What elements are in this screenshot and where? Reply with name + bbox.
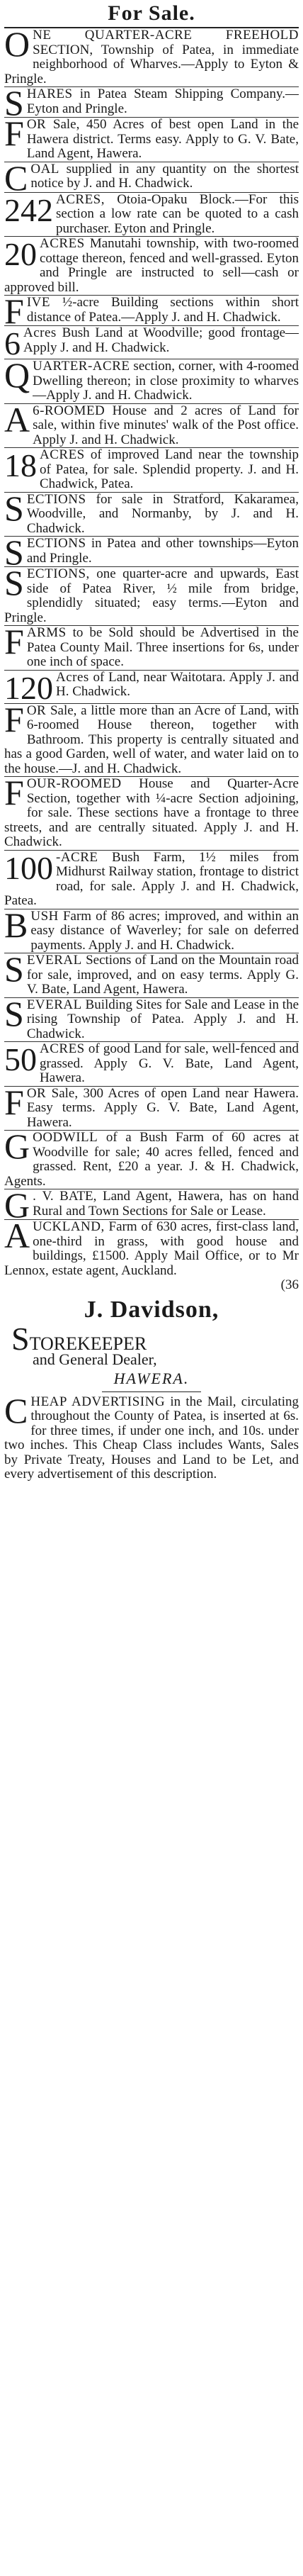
ad-lead: ACRES <box>40 236 85 251</box>
ad-lead: UCKLAND, <box>33 1219 105 1234</box>
classified-ad <box>4 909 299 953</box>
classified-ad <box>4 492 299 537</box>
ad-dropcap: S <box>4 566 24 603</box>
classified-ad <box>4 1219 299 1293</box>
ad-text: Bush Land at Woodville; good frontage—Apply J. and H. Chadwick. <box>23 325 299 355</box>
classified-ad <box>4 403 299 448</box>
ad-text: of Land, near Waitotara. Apply J. and H. Chadwick. <box>56 669 299 699</box>
classified-ad <box>4 325 299 359</box>
ad-lead: OODWILL <box>33 1130 98 1145</box>
ad-lead: NE QUARTER-ACRE FREEHOLD <box>33 28 299 43</box>
ad-text: V. BATE, Land Agent, Hawera, has on hand Rural and Town Sections for Sale or Lease. <box>33 1189 299 1219</box>
section-heading: For Sale. <box>108 1 195 25</box>
ad-lead: ECTIONS <box>26 536 86 551</box>
ad-dropcap: Q <box>4 359 30 395</box>
ad-lead: ACRES, <box>56 191 105 207</box>
ad-dropcap: A <box>4 1219 30 1255</box>
ad-dropcap: S <box>4 953 24 989</box>
ad-text: House and 2 acres of Land for sale, within five minutes' walk of the Post office. Apply J. and H. Chadwick. <box>33 403 299 447</box>
ad-dropcap: G <box>4 1189 30 1219</box>
ad-dropcap: S <box>4 997 24 1034</box>
classified-ad <box>4 359 299 403</box>
ad-dropcap: F <box>4 1085 24 1122</box>
classified-ad <box>4 1189 299 1219</box>
classified-ads <box>4 28 299 1293</box>
ad-lead: -ACRE <box>56 849 98 865</box>
classified-ad <box>4 162 299 192</box>
ad-dropcap: F <box>4 295 24 325</box>
ad-text: Farm of 86 acres; improved, and within an easy distance of Waverley; for sale on deferred payments. Apply J. and H. Chadwick. <box>30 908 299 953</box>
ad-text: Building Sites for Sale and Lease in the rising Township of Patea. Apply J. and H. Chadwick. <box>26 997 299 1041</box>
ad-text: section, corner, with 4-roomed Dwelling thereon; in close proximity to wharves—Apply J. and H. Chadwick. <box>33 359 299 403</box>
classified-ad <box>4 117 299 162</box>
ad-text: of a Bush Farm of 60 acres at Woodville for sale; 40 acres felled, fenced and grassed. Rent, £20 a year. J. & H. Chadwick, Agents. <box>4 1130 299 1189</box>
classified-ad <box>4 625 299 670</box>
ad-text: Sale, a little more than an Acre of Land, with 6-roomed House thereon, together with Bathroom. This property is centrally situated and has a good Garden, well of water, and water laid on to the house.—J. and H. Chadwick. <box>4 702 299 776</box>
ad-text: ½-acre Building sections within short distance of Patea.—Apply J. and H. Chadwick. <box>26 295 299 325</box>
ad-text: SECTION, Township of Patea, in immediate neighborhood of Wharves.—Apply to Eyton & Pringle. <box>4 42 299 86</box>
ad-dropcap: 242 <box>4 191 53 228</box>
footer-lead: HEAP ADVERTISING <box>30 1394 166 1409</box>
ad-text: Sale, 300 Acres of open Land near Hawera. Easy terms. Apply G. V. Bate, Land Agent, Hawera. <box>26 1085 299 1130</box>
ad-dropcap: F <box>4 702 24 739</box>
classified-ad <box>4 997 299 1042</box>
ad-text: Sections of Land on the Mountain road for sale, improved, and on easy terms. Apply G. V. Bate, Land Agent, Hawera. <box>26 953 299 997</box>
ad-text: House and Quarter-Acre Section, together with ¼-acre Section adjoining, for sale. These sections have a frontage to three streets, and are centrally situated. Apply J. and H. Chadwick. <box>4 776 299 849</box>
ad-text: in Patea Steam Shipping Company.—Eyton and Pringle. <box>26 86 299 116</box>
classified-ad <box>4 776 299 850</box>
classified-ad <box>4 566 299 625</box>
classified-ad <box>4 236 299 295</box>
classified-ad <box>4 536 299 566</box>
ad-text: of improved Land near the township of Patea, for sale. Splendid property. J. and H. Chadwick, Patea. <box>40 447 299 491</box>
ad-lead: EVERAL <box>26 953 82 968</box>
ad-dropcap: B <box>4 908 28 945</box>
ad-lead: ECTIONS <box>26 491 86 507</box>
ad-text: Sale, 450 Acres of best open Land in the Hawera district. Terms easy. Apply to G. V. Bate, Land Agent, Hawera. <box>26 117 299 161</box>
footer-text: in the Mail, circulating throughout the County of Patea, is inserted at 6s. for three times, if under one inch, and 10s. under two inches. This Cheap Class includes Wants, Sales by Private Treaty, Houses and Land to be Let, and every advertisement of this description. <box>4 1394 299 1482</box>
ad-lead: ACRES <box>40 447 85 462</box>
ad-lead: ECTIONS, <box>26 566 90 581</box>
store-rule <box>102 1391 201 1392</box>
ad-dropcap: A <box>4 403 30 439</box>
ad-lead: . <box>33 1189 37 1204</box>
ad-dropcap: F <box>4 776 24 812</box>
ad-text: Bush Farm, 1½ miles from Midhurst Railway station, frontage to district road, for sale. Apply J. and H. Chadwick, Patea. <box>4 849 299 908</box>
ad-lead: UARTER-ACRE <box>33 359 130 374</box>
ad-text: of good Land for sale, well-fenced and grassed. Apply G. V. Bate, Land Agent, Hawera. <box>40 1041 299 1085</box>
classified-ad <box>4 670 299 703</box>
classified-ad <box>4 86 299 117</box>
ad-dropcap: G <box>4 1130 30 1166</box>
classified-ad <box>4 447 299 492</box>
store-line-1-cap: S <box>11 1320 30 1357</box>
cheap-advertising-notice <box>4 1395 299 1482</box>
ad-lead: Acres <box>23 325 57 340</box>
store-line-1-text: TOREKEEPER <box>29 1333 147 1354</box>
store-name: J. Davidson, <box>84 1296 219 1323</box>
ad-dropcap: 18 <box>4 447 37 483</box>
ad-text: supplied in any quantity on the shortest notice by J. and H. Chadwick. <box>30 161 299 191</box>
ad-text: Farm of 630 acres, first-class land, one-third in grass, with good house and buildings, £1500. Apply Mail Office, or to Mr Lennox, estate agent, Auckland. <box>4 1219 299 1278</box>
classified-ad <box>4 850 299 909</box>
classified-ad <box>4 295 299 325</box>
ad-text: one quarter-acre and upwards, East side of Patea River, ½ mile from bridge, splendidly situated; easy terms.—Eyton and Pringle. <box>4 566 299 625</box>
ad-lead: OAL <box>30 161 59 177</box>
ad-dropcap: S <box>4 536 24 566</box>
ad-lead: 6-ROOMED <box>33 403 105 418</box>
ad-dropcap: 6 <box>4 325 21 359</box>
ad-dropcap: S <box>4 86 24 117</box>
ad-lead: OR <box>26 702 47 718</box>
ad-lead: OR <box>26 117 47 132</box>
ad-lead: OR <box>26 1085 47 1101</box>
classified-ad <box>4 28 299 86</box>
store-town: HAWERA. <box>113 1369 190 1387</box>
ad-lead: USH <box>30 908 59 924</box>
ad-text: Manutahi township, with two-roomed cottage thereon, fenced and well-grassed. Eyton and Pringle are instructed to sell—cash or approved bill. <box>4 236 299 295</box>
store-line-2: and General Dealer, <box>33 1350 157 1368</box>
ad-reference-number: (36 <box>280 1277 299 1292</box>
ad-lead: IVE <box>26 295 50 310</box>
ad-dropcap: S <box>4 491 24 528</box>
ad-dropcap: F <box>4 625 24 661</box>
ad-dropcap: 50 <box>4 1041 37 1077</box>
ad-lead: OUR-ROOMED <box>26 776 122 791</box>
classified-ad <box>4 1041 299 1086</box>
ad-lead: Acres <box>56 669 89 685</box>
ad-lead: ARMS <box>26 625 67 640</box>
footer-dropcap: C <box>4 1394 28 1430</box>
classified-ad <box>4 953 299 997</box>
storekeeper-ad <box>4 1293 299 1395</box>
ad-text: Otoia-Opaku Block.—For this section a low rate can be quoted to a cash purchaser. Eyton and Pringle. <box>56 191 299 236</box>
ad-text: in Patea and other townships—Eyton and Pringle. <box>26 536 299 566</box>
ad-text: for sale in Stratford, Kakaramea, Woodville, and Normanby, by J. and H. Chadwick. <box>26 491 299 536</box>
ad-lead: HARES <box>26 86 73 101</box>
ad-dropcap: 120 <box>4 669 53 703</box>
ad-dropcap: O <box>4 28 30 64</box>
ad-dropcap: 20 <box>4 236 37 272</box>
classified-ad <box>4 1130 299 1189</box>
classified-ad <box>4 1086 299 1131</box>
classified-ad <box>4 192 299 237</box>
ad-dropcap: F <box>4 117 24 153</box>
ad-text: to be Sold should be Advertised in the Patea County Mail. Three insertions for 6s, under one inch of space. <box>26 625 299 669</box>
ad-lead: ACRES <box>40 1041 85 1056</box>
ad-lead: EVERAL <box>26 997 82 1012</box>
classified-ad <box>4 703 299 777</box>
ad-dropcap: C <box>4 161 28 192</box>
ad-dropcap: 100 <box>4 849 53 886</box>
